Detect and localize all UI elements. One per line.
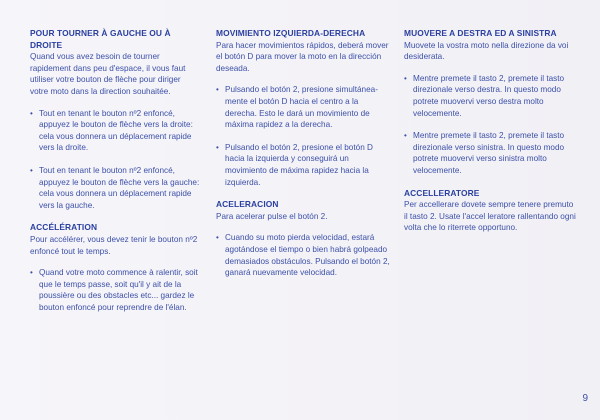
bullet-list-turning — [216, 84, 391, 188]
list-item-text: Mentre premete il tasto 2, premete il tasto direzionale verso sinistra. In questo modo potrete muovervi verso sinistra molto velocemente. — [413, 131, 565, 175]
bullet-glyph: • — [216, 85, 219, 95]
bullet-list-acceleration — [216, 232, 391, 278]
bullet-list-turning — [30, 108, 200, 212]
section-heading-turning: MOVIMIENTO IZQUIERDA-DERECHA — [216, 28, 366, 38]
bullet-glyph: • — [216, 233, 219, 243]
list-item-text: Cuando su moto pierda velocidad, estará agotándose el tiempo o bien habrá golpeado demasiados obstáculos. Pulsando el botón 2, ganará nuevamente velocidad. — [225, 233, 390, 278]
list-item — [216, 142, 391, 188]
list-item — [216, 232, 391, 278]
page-number: 9 — [582, 393, 588, 404]
bullet-glyph: • — [404, 73, 407, 83]
intro-paragraph: Quand vous avez besoin de tourner rapidement dans peu d'espace, il vous faut utiliser votre bouton de flèche pour diriger votre moto dans la direction souhaitée. — [30, 52, 186, 96]
list-item-text: Mentre premete il tasto 2, premete il tasto direzionale verso destra. In questo modo potrete muovervi verso destra molto velocemente. — [413, 73, 565, 118]
section-heading-turning: POUR TOURNER À GAUCHE OU À DROITE — [30, 28, 171, 50]
bullet-glyph: • — [30, 165, 33, 175]
bullet-glyph: • — [216, 142, 219, 152]
acceleration-paragraph: Pour accélérer, vous devez tenir le bouton nº2 enfoncé tout le temps. — [30, 234, 198, 256]
list-item-text: Tout en tenant le bouton nº2 enfoncé, appuyez le bouton de flèche vers la droite: cela vous donnera un déplacement rapide vers la droite. — [39, 108, 193, 153]
section-heading-acceleration: ACCÉLÉRATION — [30, 222, 98, 233]
column-italian — [404, 28, 576, 244]
section-heading-turning: MUOVERE A DESTRA ED A SINISTRA — [404, 28, 557, 38]
list-item — [404, 130, 576, 176]
list-item — [216, 84, 391, 130]
acceleration-paragraph: Per accellerare dovete sempre tenere premuto il tasto 2. Usate l'accel leratore rallentando ogni volta che lo riterrete opportuno. — [404, 200, 576, 233]
list-item-text: Tout en tenant le bouton nº2 enfoncé, appuyez le bouton de flèche vers la gauche: cela vous donnera un déplacement rapide vers la gauche. — [39, 165, 200, 210]
bullet-glyph: • — [404, 131, 407, 141]
list-item-text: Pulsando el botón 2, presione el botón D hacia la izquierda y conseguirá un movimiento de máxima rapidez hacia la izquierda. — [225, 142, 373, 187]
column-french — [30, 28, 200, 324]
bullet-glyph: • — [30, 268, 33, 278]
list-item — [404, 73, 576, 119]
bullet-glyph: • — [30, 108, 33, 118]
bullet-list-turning — [404, 73, 576, 177]
intro-paragraph: Muovete la vostra moto nella direzione da voi desiderata. — [404, 40, 569, 62]
list-item-text: Quand votre moto commence à ralentir, soit que le temps passe, soit qu'il y ait de la poussière ou des obstacles etc... gardez le bouton enfoncé pour reprendre de l'élan. — [39, 268, 198, 312]
list-item — [30, 165, 200, 211]
intro-paragraph: Para hacer movimientos rápidos, deberá mover el botón D para mover la moto en la dirección deseada. — [216, 40, 389, 73]
column-spanish — [216, 28, 391, 290]
list-item — [30, 267, 200, 313]
list-item-text: Pulsando el botón 2, presione simultánea-mente el botón D hacia el centro a la derecha. Esto le dará un movimiento de máxima rapidez a la derecha. — [225, 85, 378, 130]
acceleration-paragraph: Para acelerar pulse el botón 2. — [216, 211, 328, 221]
section-heading-acceleration: ACCELLERATORE — [404, 187, 480, 198]
list-item — [30, 108, 200, 154]
bullet-list-acceleration — [30, 267, 200, 313]
section-heading-acceleration: ACELERACION — [216, 199, 279, 210]
